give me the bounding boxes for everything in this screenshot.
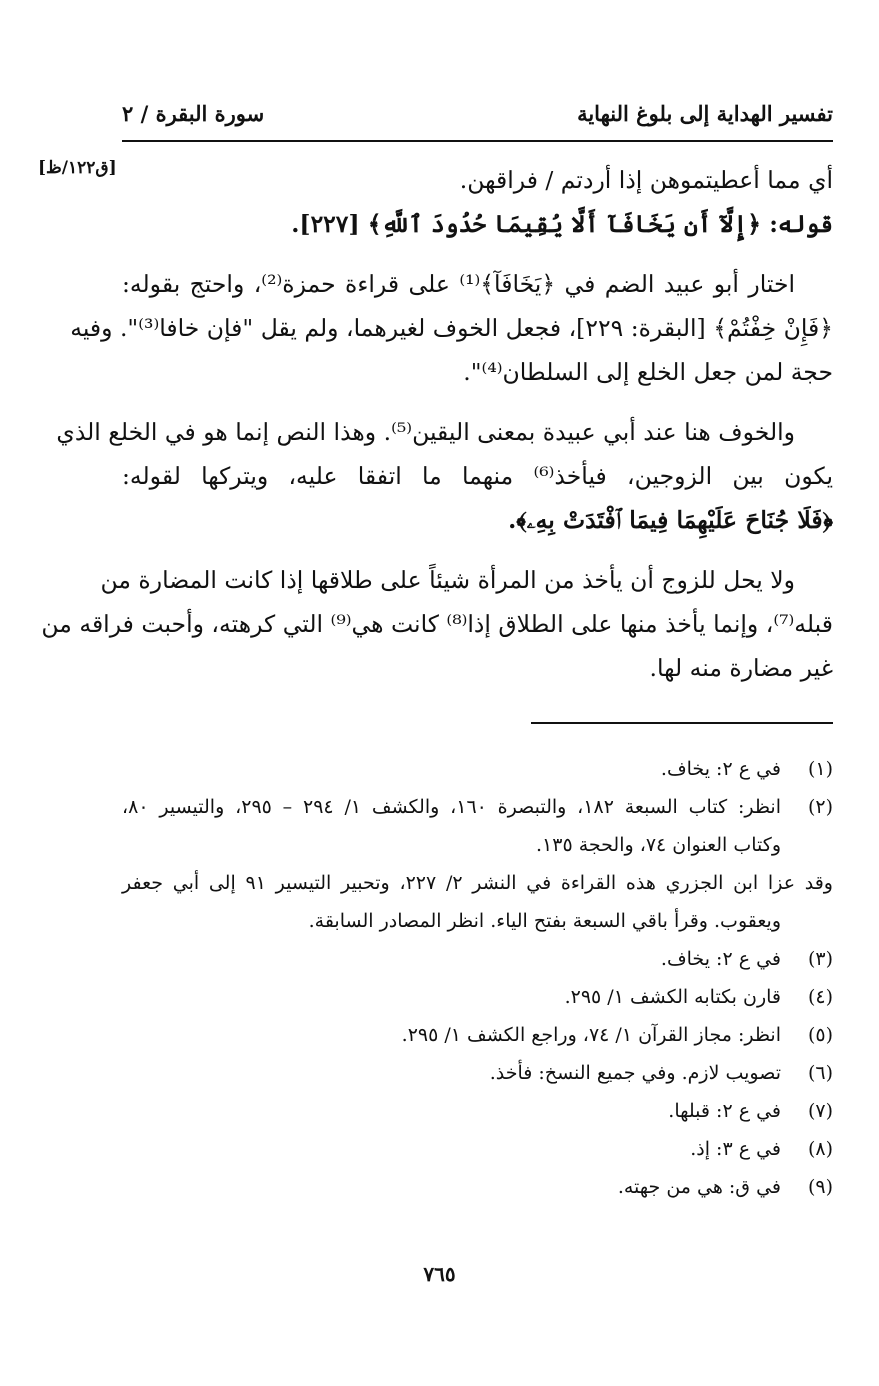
footnote-number: (٨) [807,1138,833,1160]
footnote-number: (٤) [807,986,833,1008]
footnote-continuation [122,902,833,940]
body-line: غير مضارة منه لها. [649,654,833,682]
footnote-number: (٩) [807,1176,833,1198]
folio-marker: [ق١٢٢/ظ] [38,158,117,178]
footnote [122,940,833,978]
body-line: اختار أبو عبيد الضم في ﴿يَخَافَآ﴾⁽¹⁾ على قراءة حمزة⁽²⁾، واحتج بقوله: [122,270,795,298]
footnote-continuation [122,864,833,902]
footnote-number: (١) [807,758,833,780]
body-line: أي مما أعطيتموهن إذا أردتم / فراقهن. [459,166,833,194]
footnote [122,1016,833,1054]
footnote-text: وكتاب العنوان ٧٤، والحجة ١٣٥. [536,834,781,856]
header-rule [122,140,833,142]
body-line: يكون بين الزوجين، فيأخذ⁽⁶⁾ منهما ما اتفقا عليه، ويتركها لقوله: [122,462,833,490]
body-line: قبله⁽⁷⁾، وإنما يأخذ منها على الطلاق إذا⁽⁸⁾ كانت هي⁽⁹⁾ التي كرهته، وأحبت فراقه من [41,610,833,638]
footnote-number: (٣) [807,948,833,970]
footnotes [122,750,833,1206]
body-line: ﴿فَإِنْ خِفْتُمْ﴾ [البقرة: ٢٢٩]، فجعل الخوف لغيرهما، ولم يقل "فإن خافا⁽³⁾". وفيه [70,314,833,342]
footnote-number: (٢) [807,796,833,818]
footnote-text: قارن بكتابه الكشف ١/ ٢٩٥. [564,986,781,1008]
footnote-text: تصويب لازم. وفي جميع النسخ: فأخذ. [489,1062,781,1084]
footnote-text: وقد عزا ابن الجزري هذه القراءة في النشر ٢/ ٢٢٧، وتحبير التيسير ٩١ إلى أبي جعفر [122,872,833,894]
body-line: حجة لمن جعل الخلع إلى السلطان⁽⁴⁾". [463,358,833,386]
footnote-text: انظر: مجاز القرآن ١/ ٧٤، وراجع الكشف ١/ ٢٩٥. [401,1024,781,1046]
page-number: ٧٦٥ [423,1262,456,1286]
footnote-rule [531,722,833,724]
running-header [122,96,833,130]
body-line: ولا يحل للزوج أن يأخذ من المرأة شيئاً على طلاقها إذا كانت المضارة من [100,566,795,594]
body-line: والخوف هنا عند أبي عبيدة بمعنى اليقين⁽⁵⁾. وهذا النص إنما هو في الخلع الذي [56,418,795,446]
footnote [122,750,833,788]
footnote [122,1168,833,1206]
body-line: قوله: ﴿إِلَّآ أَن يَخَافَآ أَلَّا يُقِيمَا حُدُودَ ٱللَّهِ﴾ [٢٢٧]. [291,210,833,238]
footnote [122,1130,833,1168]
footnote-text: في ع ٢: يخاف. [660,948,781,970]
footnote-text: في ق: هي من جهته. [617,1176,781,1198]
footnote-text: في ع ٣: إذ. [690,1138,781,1160]
footnote-number: (٥) [807,1024,833,1046]
footnote [122,1054,833,1092]
footnote-continuation [122,826,833,864]
footnote-text: في ع ٢: قبلها. [668,1100,781,1122]
book-title: تفسير الهداية إلى بلوغ النهاية [577,100,833,126]
section-title: سورة البقرة / ٢ [122,100,265,126]
footnote-text: ويعقوب. وقرأ باقي السبعة بفتح الياء. انظر المصادر السابقة. [308,910,781,932]
footnote [122,1092,833,1130]
footnote-number: (٦) [807,1062,833,1084]
footnote-number: (٧) [807,1100,833,1122]
footnote [122,788,833,826]
footnote-text: في ع ٢: يخاف. [660,758,781,780]
body-line: ﴿فَلَا جُنَاحَ عَلَيْهِمَا فِيمَا ٱفْتَدَتْ بِهِۦ﴾. [508,506,833,534]
footnote-text: انظر: كتاب السبعة ١٨٢، والتبصرة ١٦٠، والكشف ١/ ٢٩٤ – ٢٩٥، والتيسير ٨٠، [122,796,781,818]
footnote [122,978,833,1016]
